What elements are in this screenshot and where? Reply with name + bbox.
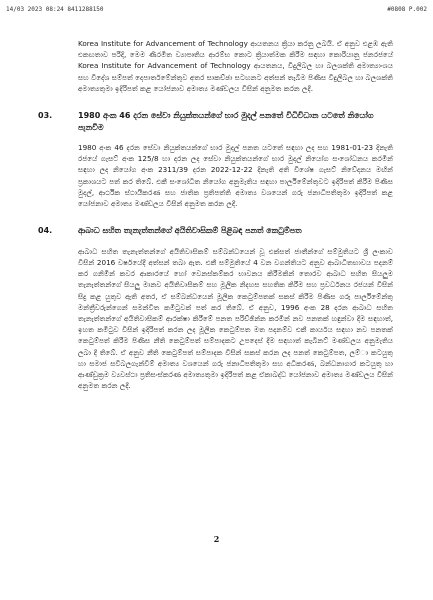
fax-header-right: #0808 P.002 <box>387 6 427 13</box>
document-body <box>38 38 393 391</box>
intro-paragraph: Korea Institute for Advancement of Technology ආයතනය ක්‍රියා කරනු ලබයි. ඒ අනුව එළඹ ඇති එකඟතාව පරිදි, මෙම ණිරමිත ව්‍යාපෘතිය ආරම්භ කොට ක්‍රියාත්මක කිරීම සඳහා කොරියානු ජනරජයේ Korea Institute for Advancement of Technology ආයතනය, විදුලිබල හා බලශක්ති අමාත්‍යාංශය සහ විදේශ සම්පත් දෙපාර්තමේන්තුව අතර සාකච්ඡා සටහනට අත්සන් තැබීම පිණිස විදුලිබල හා බලශක්ති අමාත්‍යතුමා ඉදිරිපත් කළ යෝජනාව අමාත්‍ය මණ්ඩලය විසින් අනුමත කරන ලදී. <box>78 39 393 93</box>
section-04-heading <box>38 225 393 237</box>
section-04-body: ආබාධ සහිත තැනැත්තන්ගේ අයිතිවාසිකම් සම්බන්ධයෙන් වූ එක්සත් ජාතීන්ගේ සම්මුතියට ශ්‍රී ලංකාව විසින් 2016 වර්ෂයේදී අත්සන් තබා ඇත. එකී සම්මුතියේ 4 වන වගන්තියට අනුව ආබාධිතභාවය පදනම් කර ගනිමින් කවර ආකාරයේ හෝ වෙනස්කම්කර භාවනය කිරීමකින් තොරව ආබාධ සහිත සියලුම තැනැත්තන්ගේ සියලු මානව අයිතිවාසිකම් සහ මූලික නිදහස සහතික කිරීම සහ ප්‍රවර්ධනය රජයන් විසින් සිදු කළ යුතුව ඇති අතර, ඒ සම්බන්ධයෙන් මූලික කෙටුම්පතක් සකස් කිරීම පිණිස ගරු පාර්ලිමේන්තු මන්ත්‍රීවරුන්ගෙන් සමන්විත කමිටුවක් පත් කර තිබේ. ඒ අනුව, 1996 අංක 28 දරන ආබාධ සහිත තැනැත්තන්ගේ අයිතිවාසිකම් ආරක්ෂා කිරීමේ පනත පරිච්ඡින්න කරමින් නව පනතක් හඳුන්වා දීම සඳහාත්, ඉහත කමිටුව විසින් ඉදිරිපත් කරන ලද මූලික කෙටුම්පත මත පදනම්ව එකී කාර්යය සඳහා නව පනතක් කෙටුම්පත් කිරීම පිණිස නීති කෙටුම්පත් සම්පාදකට උපදෙස් දීම සඳහාත් කැබිනට් මණ්ඩලය අනුමැතිය ලබා දී තිබේ. ඒ අනුව නීති කෙටුම්පත් සම්පාදක විසින් සකස් කරන ලද පනත් කෙටුම්පත, ලම්ා කටයුතු හා සමාජ සවිබලගැන්වීම් අමාත්‍ය වශයෙන් ගරු ජනාධිපතිතුමා සහ අධිකරණ, බන්ධනාගාර කටයුතු හා ආණ්ඩුක්‍රම ව්‍යවස්ථා ප්‍රතිසංස්කරණ අමාත්‍යතුමා ඉදිරිපත් කළ ඒකාබද්ධ යෝජනාව අමාත්‍ය මණ්ඩලය විසින් අනුමත කරන ලදී. <box>78 246 393 391</box>
section-04 <box>38 225 393 391</box>
section-03-title: 1980 අංක 46 දරන සේවා නියුක්තයන්ගේ භාර මුදල් පනතේ විධිවිධාන යටතේ නියෝග පැනවීම <box>78 111 374 132</box>
section-04-number: 04. <box>38 226 53 236</box>
page-number: 2 <box>213 534 220 544</box>
section-04-title: ආබාධ සහිත තැනැත්තන්ගේ අයිතිවාසිකම් පිළිබඳ පනත් කෙටුම්පත <box>78 226 302 236</box>
fax-header <box>6 6 427 13</box>
section-03-body: 1980 අංක 46 දරන සේවා නියුක්තයන්ගේ භාර මුදල් පනත යටතේ සඳහා ලද සහ 1981-01-23 දිනැති රජයේ ගැසට් අංක 125/8 හා දරන ලද සේවා නියුක්තයන්ගේ භාර මුදල් නියෝග සංශෝධනය කරමින් සඳහා ලද නියෝග අංක 2311/39 දරන 2022-12-22 දිනැති අති විශේෂ ගැසට් නිවේදනය මඟින් ප්‍රකාශයට පත් කර තිබේ. එකී සංශෝධිත නියෝග අනුමැතිය සඳහා පාර්ලිමේන්තුවට ඉදිරිපත් කිරීම පිණිස මුදල්, ආර්ථික ස්ථායීකරණ සහ ජාතික ප්‍රතිපත්ති අමාත්‍ය වශයෙන් ගරු ජනාධිපතිතුමා ඉදිරිපත් කළ යෝජනාව අමාත්‍ය මණ්ඩලය විසින් අනුමත කරන ලදී. <box>78 143 393 209</box>
section-03-heading <box>38 110 393 133</box>
section-03-number: 03. <box>38 111 53 121</box>
section-03 <box>38 110 393 209</box>
fax-header-left: 14/03 2023 08:24 8411288150 <box>6 6 104 13</box>
